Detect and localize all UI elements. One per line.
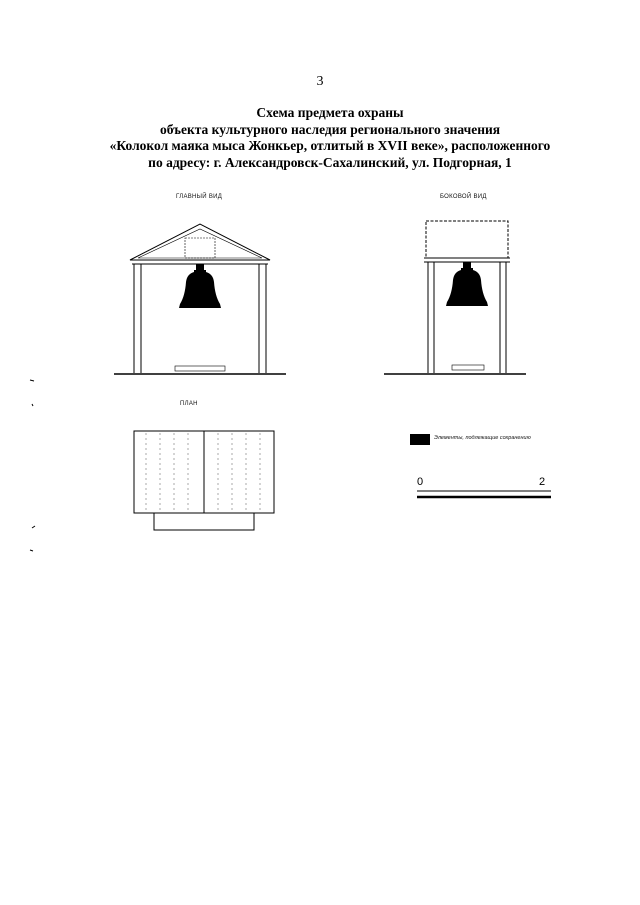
front-view-label: ГЛАВНЫЙ ВИД — [176, 194, 223, 200]
bell-front — [179, 264, 221, 308]
legend-label: Элементы, подлежащие сохранению — [434, 435, 531, 441]
legend-swatch — [410, 434, 430, 445]
bell-side — [446, 262, 488, 306]
margin-marks — [20, 370, 50, 570]
side-view-drawing — [380, 215, 530, 380]
scale-start-label: 0 — [417, 476, 424, 488]
side-view-label: БОКОВОЙ ВИД — [440, 194, 487, 200]
title-line-2: объекта культурного наследия регионального значения — [159, 121, 501, 137]
title-line-1: Схема предмета охраны — [256, 105, 404, 120]
plan-drawing — [130, 425, 280, 535]
front-view-drawing — [110, 220, 290, 380]
scale-bar — [415, 488, 555, 502]
title-line-4: по адресу: г. Александровск-Сахалинский, ул. Подгорная, 1 — [148, 154, 512, 170]
side-roof — [426, 221, 508, 258]
front-roof — [130, 224, 270, 260]
plan-label: ПЛАН — [180, 401, 198, 407]
document-title — [60, 105, 600, 171]
scale-end-label: 2 — [539, 476, 546, 488]
title-line-3: «Колокол маяка мыса Жонкьер, отлитый в XVII веке», расположенного — [109, 138, 551, 153]
page-number: 3 — [316, 74, 324, 89]
